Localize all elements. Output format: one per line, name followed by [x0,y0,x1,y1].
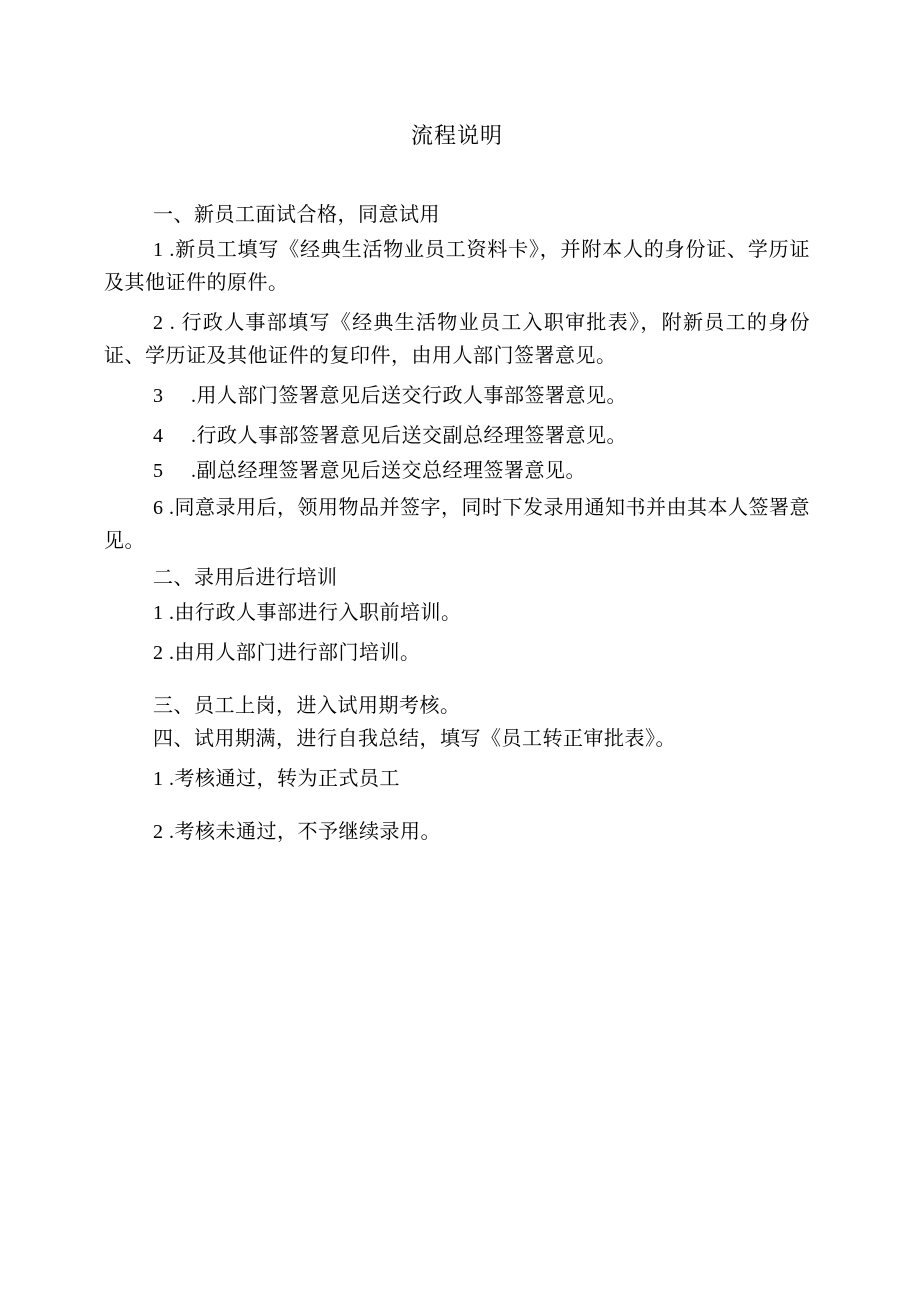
section-1-item-4: 4 .行政人事部签署意见后送交副总经理签署意见。 [153,425,627,447]
section-3-heading: 三、员工上岗，进入试用期考核。 [153,695,461,717]
section-1-item-1: 1 .新员工填写《经典生活物业员工资料卡》，并附本人的身份证、学历证及其他证件的原件。 [104,239,810,294]
section-2-item-1: 1 .由行政人事部进行入职前培训。 [153,602,462,624]
section-1-item-3: 3 .用人部门签署意见后送交行政人事部签署意见。 [153,385,627,407]
section-1-item-5: 5 .副总经理签署意见后送交总经理签署意见。 [153,460,586,482]
section-2-heading: 二、录用后进行培训 [153,567,338,589]
section-2-item-2: 2 .由用人部门进行部门培训。 [153,642,421,664]
section-4-item-2: 2 .考核未通过，不予继续录用。 [153,821,441,843]
section-1-heading: 一、新员工面试合格，同意试用 [153,204,440,226]
section-1-item-6: 6 .同意录用后，领用物品并签字，同时下发录用通知书并由其本人签署意见。 [104,497,810,552]
section-1-item-2: 2 . 行政人事部填写《经典生活物业员工入职审批表》，附新员工的身份证、学历证及其他证件的复印件，由用人部门签署意见。 [104,312,810,367]
section-4-item-1: 1 .考核通过，转为正式员工 [153,768,400,790]
section-4-heading: 四、试用期满，进行自我总结，填写《员工转正审批表》。 [153,728,676,750]
page-title: 流程说明 [410,123,503,148]
